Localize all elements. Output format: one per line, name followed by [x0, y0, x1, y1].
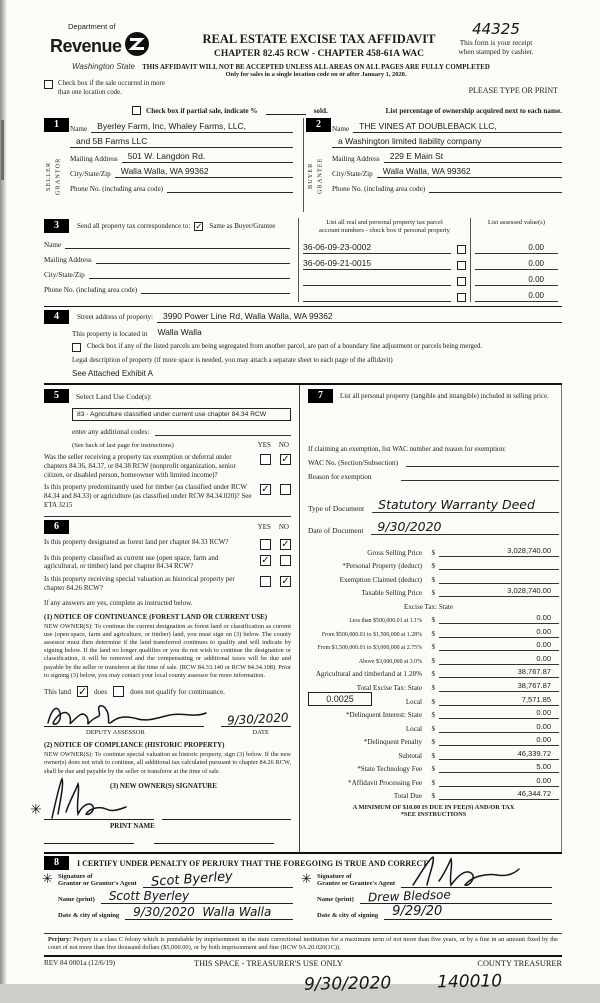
buyer-side-label [306, 140, 325, 212]
buyer-name-value-1: THE VINES AT DOUBLEBACK LLC, [353, 121, 562, 133]
partial-sale-percent-field [266, 107, 306, 115]
row-processing-fee-amount: 0.00 [439, 776, 559, 787]
section-4 [44, 306, 562, 385]
seller-side-word2: GRANTOR [54, 157, 62, 195]
same-as-buyer-label: Same as Buyer/Grantee [209, 222, 276, 230]
dollar-sign: $ [431, 548, 435, 557]
s5-question-2: Is this property predominantly used for timber (as classified under RCW 84.34 and 84.33) or agriculture (as classified under RCW 84.34.020)? See ETA 3215 [44, 483, 252, 509]
local-rate-box: 0.0025 [308, 692, 372, 706]
row-exemption-amount [439, 574, 559, 584]
s6-no-label: NO [278, 522, 289, 531]
section-3 [44, 218, 562, 302]
section-8-number: 8 [44, 856, 69, 870]
treasurer-stamp-date: 9/30/2020 [303, 973, 392, 996]
row-total-due-label: Total Due [393, 792, 422, 800]
receipt-number-handwritten: 44325 [472, 20, 520, 38]
dollar-sign: $ [431, 562, 435, 570]
grantee-date-value: 9/29/20 [392, 904, 443, 919]
buyer-side-word2: GRANTEE [316, 157, 324, 195]
segregated-checkbox [72, 343, 81, 352]
parcel-4-personal-checkbox [457, 293, 466, 302]
street-address-label: Street address of property: [77, 313, 154, 321]
section-4-number: 4 [44, 310, 69, 324]
assessed-value-1: 0.00 [475, 238, 558, 254]
row-total-due-amount: 46,344.72 [439, 789, 559, 800]
notice-1-title: (1) NOTICE OF CONTINUANCE (FOREST LAND OR CURRENT USE) [44, 612, 268, 621]
s5-q2-no-checkbox [280, 484, 291, 495]
grantee-date-city-label: Date & city of signing [317, 912, 379, 920]
perjury-text: Perjury is a class C felony which is punishable by imprisonment in the state correctional institution for a maximum term of not more than five years, or by a fine in an amount fixed by the court of not more than five thousand dollars ($5,000.00), or by both imprisonment and fine (RCW 9A.20.020(1C)). [48, 936, 558, 952]
dollar-sign: $ [431, 575, 435, 584]
dollar-sign: $ [431, 697, 435, 706]
dollar-sign: $ [431, 616, 435, 624]
s5-q1-no-checkbox: ✓ [281, 454, 290, 465]
grantee-agent-label: Grantee or Grantee's Agent [317, 880, 396, 888]
corr-name-label: Name [44, 241, 62, 249]
row-delinq-int-state-label: *Delinquent Interest: State [345, 711, 422, 719]
county-treasurer-label: COUNTY TREASURER [477, 959, 562, 969]
grantee-signature-handwritten [401, 878, 552, 888]
assessed-heading: List assessed value(s) [487, 219, 546, 226]
row-total-state-amount: 38,767.87 [439, 681, 559, 692]
parcel-number-4 [303, 300, 451, 302]
row-local-amount: 7,571.85 [439, 695, 559, 706]
personal-property-heading: List all personal property (tangible and intangible) included in selling price. [340, 392, 549, 400]
legal-description-label: Legal description of property (if more space is needed, you may attach a separate sheet to each page of the affidavit) [72, 357, 393, 364]
corr-mailing-value [96, 253, 290, 264]
s6-q1-no-checkbox: ✓ [281, 538, 290, 550]
buyer-phone-value [429, 182, 562, 193]
new-owner-signature-line [44, 819, 154, 820]
grantor-signature-handwritten: Scot Byerley [150, 869, 233, 890]
dollar-sign: $ [431, 751, 435, 760]
seller-side-word1: SELLER [45, 161, 52, 191]
does-not-label: does not qualify for continuance. [130, 687, 225, 696]
located-in-value: Walla Walla [157, 327, 202, 337]
additional-codes-label: enter any additional codes: [72, 428, 150, 436]
seller-section [44, 118, 303, 212]
new-owner-print-line [162, 819, 291, 820]
row-delinq-local-label: Local [405, 724, 422, 733]
dollar-sign: $ [431, 589, 435, 597]
row-bracket2-label: From $500,000.01 to $1,500,000 at 1.28% [321, 631, 422, 638]
dollar-sign: $ [431, 711, 435, 719]
buyer-phone-label: Phone No. (including area code) [332, 185, 426, 193]
row-gross-amount: 3,028,740.00 [439, 546, 559, 557]
row-taxable-amount: 3,028,740.00 [439, 586, 559, 597]
section-5-header [44, 389, 291, 403]
receipt-note-2: when stamped by cashier. [458, 47, 534, 56]
row-agtimber-label: Agricultural and timberland at 1.28% [315, 670, 422, 678]
correspondence-label: Send all property tax correspondence to: [77, 222, 191, 230]
street-address-value: 3990 Power Line Rd, Walla Walla, WA 99362 [157, 311, 562, 323]
grantor-date-city-value [133, 905, 271, 919]
please-type-note: PLEASE TYPE OR PRINT [468, 86, 558, 95]
s6-question-3: Is this property receiving special valuation as historical property per chapter 84.26 RCW? [44, 575, 235, 592]
seller-csz-label: City/State/Zip [70, 170, 111, 178]
assessed-value-2: 0.00 [475, 254, 558, 270]
row-bracket3-label: From $1,500,000.01 to $3,000,000 at 2.75% [317, 645, 422, 651]
seller-mailing-label: Mailing Address [70, 155, 118, 163]
does-qualify-checkbox: ✓ [77, 685, 88, 699]
grantor-city: Walla Walla [202, 905, 272, 919]
row-agtimber-amount: 38,767.87 [439, 667, 559, 678]
parcel-number-1: 36-06-09-23-0002 [303, 242, 451, 254]
row-gross-label: Gross Selling Price [367, 548, 422, 557]
parcel-heading-1: List all real and personal property tax parcel [326, 219, 443, 226]
section-7-number: 7 [308, 389, 333, 403]
s5-no-label: NO [278, 441, 289, 449]
grantor-sig-of-label: Signature of [58, 872, 93, 880]
dollar-sign: $ [431, 724, 435, 733]
segregated-label: Check box if any of the listed parcels are being segregated from another parcel, are part of a boundary line adjustment or parcels being merged. [87, 343, 483, 350]
seller-side-label [44, 140, 63, 212]
partial-sale-checkbox [132, 106, 141, 115]
row-bracket2-amount: 0.00 [439, 627, 559, 638]
row-delinq-local-amount: 0.00 [439, 722, 559, 733]
row-total-state-label: Total Excise Tax: State [356, 683, 422, 692]
row-delinq-penalty-amount: 0.00 [439, 735, 559, 746]
corr-phone-value [141, 283, 290, 294]
parcel-2-personal-checkbox [457, 261, 466, 270]
treasurer-stamp-number: 140010 [436, 971, 503, 993]
extra-blank-lines [44, 832, 291, 846]
section-1-number: 1 [44, 118, 69, 132]
row-subtotal-label: Subtotal [398, 751, 422, 760]
land-use-code-value: 83 - Agriculture classified under current use chapter 84.34 RCW [72, 408, 291, 421]
see-instructions-note: *SEE INSTRUCTIONS [400, 811, 467, 818]
seller-phone-label: Phone No. (including area code) [70, 185, 164, 193]
grantee-name-print-value: Drew Bledsoe [367, 887, 451, 905]
scan-edge-artifact [0, 0, 7, 984]
additional-codes-field [155, 427, 291, 436]
s6-q3-yes-checkbox [260, 576, 271, 587]
notice-2-body: NEW OWNER(S): To continue special valuation as historic property, sign (3) below. If the new owner(s) does not wish to continue, all additional tax calculated pursuant to chapter 84.26 RCW, shall be due and payable by the seller or transferor at the time of sale. [44, 751, 291, 775]
logo-revenue-text: Revenue [50, 36, 122, 56]
section-7 [300, 385, 562, 852]
logo-state-text: Washington State [72, 62, 136, 71]
s6-q1-yes-checkbox [260, 539, 271, 550]
s5-q2-yes-checkbox: ✓ [261, 484, 270, 496]
deputy-date-line [221, 726, 291, 727]
form-chapter: CHAPTER 82.45 RCW - CHAPTER 458-61A WAC [214, 49, 424, 59]
dollar-sign: $ [431, 656, 435, 665]
seller-name-value-1: Byerley Farm, Inc, Whaley Farms, LLC, [91, 121, 293, 133]
dollar-sign: $ [431, 792, 435, 800]
grantee-name-print-label: Name (print) [317, 896, 354, 904]
handwritten-asterisk-owner: ✳ [30, 801, 42, 818]
grantor-name-print-value: Scott Byerley [108, 889, 190, 903]
this-land-label: This land [44, 687, 71, 696]
buyer-csz-value: Walla Walla, WA 99362 [377, 166, 562, 178]
s5-question-1: Was the seller receiving a property tax exemption or deferral under chapters 84.36, 84.37, or 84.38 RCW (nonprofit organization, senior citizen, or disabled person, homeowner with limited income)? [44, 453, 236, 479]
seller-csz-value: Walla Walla, WA 99362 [115, 166, 293, 178]
single-location-note: Only for sales in a single location code on or after January 1, 2020. [225, 71, 407, 78]
grantee-sig-of-label: Signature of [317, 872, 352, 880]
reason-label: Reason for exemption [308, 473, 372, 481]
parcel-3-personal-checkbox [457, 277, 466, 286]
s6-question-1: Is this property designated as forest land per chapter 84.33 RCW? [44, 537, 229, 546]
form-footer [44, 955, 562, 1003]
form-title: REAL ESTATE EXCISE TAX AFFIDAVIT [202, 32, 436, 46]
dollar-sign: $ [431, 765, 435, 773]
if-yes-note: If any answers are yes, complete as instructed below. [44, 598, 193, 607]
s6-q3-no-checkbox: ✓ [281, 576, 290, 587]
handwritten-asterisk-grantor: ✳ [42, 872, 53, 887]
wac-label: WAC No. (Section/Subsection) [308, 459, 399, 467]
parcel-heading-2: account numbers - check box if personal property [319, 227, 450, 235]
wac-field [406, 458, 559, 467]
form-warning: THIS AFFIDAVIT WILL NOT BE ACCEPTED UNLESS ALL AREAS ON ALL PAGES ARE FULLY COMPLETED [142, 64, 490, 71]
seller-mailing-value: 501 W. Langdon Rd. [122, 151, 293, 163]
multi-location-checkbox [44, 80, 53, 89]
perjury-lead: Perjury: [48, 936, 72, 943]
receipt-note-1: This form is your receipt [459, 38, 533, 47]
dollar-sign: $ [431, 629, 435, 638]
logo-dept-text: Department of [68, 22, 116, 31]
row-bracket3-amount: 0.00 [439, 640, 559, 651]
certify-statement: I CERTIFY UNDER PENALTY OF PERJURY THAT THE FOREGOING IS TRUE AND CORRECT [77, 858, 428, 868]
doc-type-label: Type of Document [308, 504, 365, 513]
buyer-side-word1: BUYER [307, 162, 314, 190]
section-6 [30, 516, 291, 846]
section-3-number: 3 [44, 219, 69, 233]
s6-q2-yes-checkbox: ✓ [261, 554, 270, 566]
does-not-qualify-checkbox [113, 686, 124, 697]
legal-description-value: See Attached Exhibit A [72, 369, 153, 378]
reason-field [401, 472, 559, 481]
row-local-label: Local [405, 697, 422, 706]
does-label: does [93, 687, 108, 696]
seller-phone-value [167, 182, 293, 193]
multi-location-label: Check box if the sale occurred in more than one location code. [58, 80, 165, 96]
row-tech-fee-amount: 5.00 [439, 762, 559, 773]
grantee-signature-block [303, 872, 562, 920]
corr-csz-label: City/State/Zip [44, 271, 85, 279]
ownership-note: List percentage of ownership acquired next to each name. [385, 107, 562, 115]
buyer-mailing-value: 229 E Main St [384, 151, 562, 163]
buyer-csz-label: City/State/Zip [332, 170, 373, 178]
located-in-label: This property is located in [72, 330, 148, 338]
buyer-section [303, 118, 562, 212]
section-6-number: 6 [44, 520, 69, 534]
row-personal-label: *Personal Property (deduct) [342, 562, 422, 570]
grantor-agent-label: Grantor or Grantor's Agent [58, 880, 137, 888]
parcel-number-3 [303, 284, 451, 286]
deputy-date-handwritten: 9/30/2020 [227, 710, 290, 728]
dor-swirl-icon [124, 31, 150, 62]
row-bracket4-label: Above $3,000,000 at 3.0% [358, 658, 422, 665]
parcel-1-personal-checkbox [457, 245, 466, 254]
buyer-mailing-label: Mailing Address [332, 155, 380, 163]
form-rev-number: REV 84 0001a (12/6/19) [44, 959, 116, 968]
land-use-heading: Select Land Use Code(s): [76, 391, 152, 401]
deputy-signature-line [44, 726, 204, 727]
perjury-paragraph [44, 933, 562, 952]
row-bracket1-amount: 0.00 [439, 613, 559, 624]
section-2-number: 2 [306, 118, 331, 132]
grantor-signature-block [42, 869, 303, 920]
corr-csz-value [89, 268, 290, 279]
notice-1-body: NEW OWNER(S): To continue the current designation as forest land or classification as current use (open space, farm and agriculture, or timber) land, you must sign on (3) below. The county assessor must then determine if the land transferred continues to qualify and will indicate by signing below. If the land no longer qualifies or you do not wish to continue the designation or classification, it will be removed and the compensating or additional taxes will be due and payable by the seller or transferor at the time of sale. (RCW 84.33.140 or RCW 84.34.108). Prior to signing (3) below, you may contact your local county assessor for more information. [44, 622, 291, 679]
corr-mailing-label: Mailing Address [44, 256, 92, 264]
row-subtotal-amount: 46,339.72 [439, 749, 559, 760]
row-personal-amount [439, 560, 559, 570]
dollar-sign: $ [431, 738, 435, 746]
s5-yes-label: YES [257, 441, 271, 449]
buyer-name-value-2: a Washington limited liability company [332, 136, 562, 148]
dollar-sign: $ [431, 670, 435, 678]
section-8 [44, 852, 562, 930]
deputy-assessor-label: DEPUTY ASSESSOR [86, 729, 145, 737]
date-label: DATE [252, 729, 269, 737]
corr-phone-label: Phone No. (including area code) [44, 286, 138, 294]
row-delinq-penalty-label: *Delinquent Penalty [363, 738, 422, 746]
s6-yes-label: YES [257, 522, 271, 531]
row-taxable-label: Taxable Selling Price [361, 589, 422, 597]
assessed-value-3: 0.00 [475, 270, 558, 286]
handwritten-asterisk-grantee: ✳ [301, 872, 312, 887]
buyer-name-label: Name [332, 125, 350, 133]
row-tech-fee-label: *State Technology Fee [357, 765, 422, 773]
minimum-due-note: A MINIMUM OF $10.00 IS DUE IN FEE(S) AND/OR TAX [352, 804, 515, 811]
dollar-sign: $ [431, 683, 435, 692]
row-excise-state-label: Excise Tax: State [404, 602, 454, 611]
seller-name-value-2: and 5B Farms LLC [70, 136, 293, 148]
s6-q2-no-checkbox [280, 555, 291, 566]
treasurer-use-label: THIS SPACE - TREASURER'S USE ONLY [194, 959, 343, 969]
form-header [44, 20, 562, 104]
assessed-values-column [470, 218, 562, 302]
row-exemption-label: Exemption Claimed (deduct) [339, 575, 422, 584]
s5-q1-yes-checkbox [260, 454, 271, 465]
new-owner-signature-label: (3) NEW OWNER(S) SIGNATURE [110, 781, 217, 790]
assessed-value-4: 0.00 [475, 286, 558, 302]
section-5-number: 5 [44, 389, 69, 403]
grantor-name-print-label: Name (print) [58, 896, 95, 904]
notice-2-title: (2) NOTICE OF COMPLIANCE (HISTORIC PROPERTY) [44, 741, 225, 750]
partial-sale-label: Check box if partial sale, indicate % [146, 107, 258, 115]
grantor-date: 9/30/2020 [133, 905, 195, 919]
exemption-note: If claiming an exemption, list WAC number and reason for exemption: [308, 445, 506, 453]
row-bracket1-label: Less than $500,000.01 at 1.1% [349, 618, 422, 624]
row-bracket4-amount: 0.00 [439, 654, 559, 665]
parcel-number-2: 36-06-09-21-0015 [303, 258, 451, 270]
same-as-buyer-checkbox: ✓ [195, 221, 203, 232]
row-processing-fee-label: *Affidavit Processing Fee [348, 778, 422, 787]
corr-name-value [65, 238, 290, 249]
doc-date-value: 9/30/2020 [371, 519, 559, 535]
see-back-note: (See back of last page for instructions) [72, 442, 174, 449]
grantor-date-city-label: Date & city of signing [58, 912, 120, 920]
sold-label: sold. [313, 107, 328, 115]
doc-type-value: Statutory Warranty Deed [372, 497, 559, 513]
doc-date-label: Date of Document [308, 526, 364, 535]
dollar-sign: $ [431, 643, 435, 651]
s6-question-2: Is this property classified as current use (open space, farm and agricultural, or timber) land per chapter 84.34 RCW? [44, 553, 219, 571]
excise-tax-table [308, 543, 559, 800]
seller-name-label: Name [70, 125, 88, 133]
row-delinq-int-state-amount: 0.00 [439, 708, 559, 719]
dollar-sign: $ [431, 778, 435, 787]
print-name-label: PRINT NAME [110, 821, 155, 830]
parcel-numbers-column [298, 218, 470, 302]
